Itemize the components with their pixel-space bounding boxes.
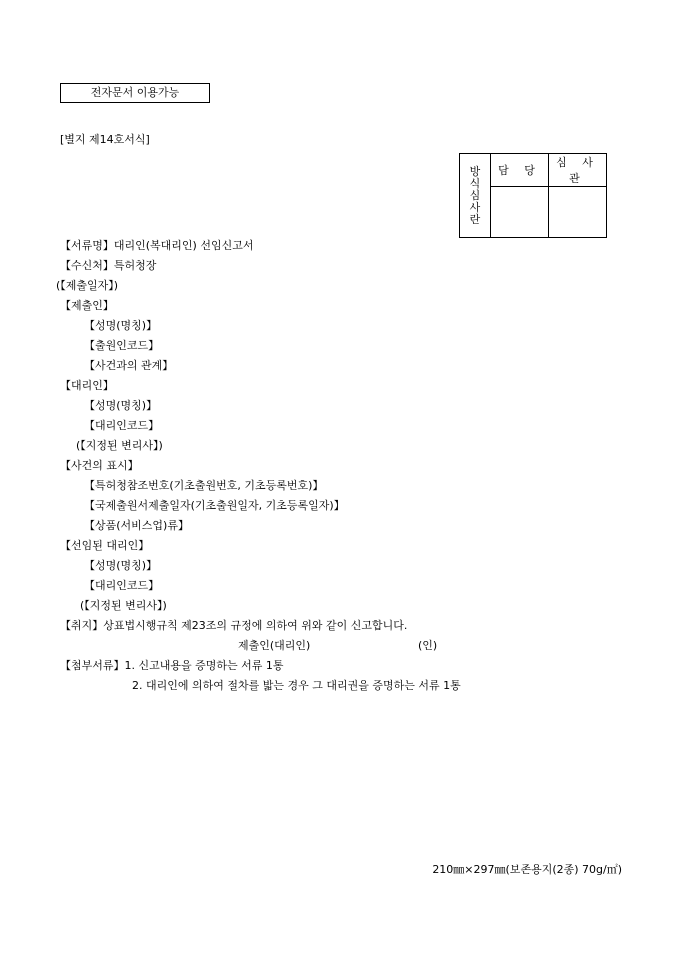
submitter-applicant-code: 【출원인코드】 bbox=[84, 339, 160, 352]
review-box-staff-cell bbox=[491, 187, 549, 238]
seal-mark: (인) bbox=[418, 639, 438, 652]
agent-name: 【성명(명칭)】 bbox=[84, 399, 158, 412]
purpose-line: 【취지】상표법시행규칙 제23조의 규정에 의하여 위와 같이 신고합니다. bbox=[60, 619, 408, 632]
submitter-signature-label: 제출인(대리인) bbox=[238, 639, 311, 652]
appointed-designated-attorney: (【지정된 변리사】) bbox=[80, 599, 167, 612]
case-reference-number: 【특허청참조번호(기초출원번호, 기초등록번호)】 bbox=[84, 479, 324, 492]
submitter-relation: 【사건과의 관계】 bbox=[84, 359, 174, 372]
form-number: [별지 제14호서식] bbox=[60, 133, 150, 146]
agent-code: 【대리인코드】 bbox=[84, 419, 160, 432]
appointed-agent-heading: 【선임된 대리인】 bbox=[60, 539, 150, 552]
attachments-line-1: 【첨부서류】1. 신고내용을 증명하는 서류 1통 bbox=[60, 659, 284, 672]
agent-designated-attorney: (【지정된 변리사】) bbox=[76, 439, 163, 452]
submission-date-line: (【제출일자】) bbox=[56, 279, 119, 292]
case-intl-filing-date: 【국제출원서제출일자(기초출원일자, 기초등록일자)】 bbox=[84, 499, 345, 512]
submitter-name: 【성명(명칭)】 bbox=[84, 319, 158, 332]
review-box-vertical-label: 방 식 심 사 란 bbox=[460, 154, 491, 238]
attachments-line-2: 2. 대리인에 의하여 절차를 밟는 경우 그 대리권을 증명하는 서류 1통 bbox=[132, 679, 461, 692]
agent-heading: 【대리인】 bbox=[60, 379, 114, 392]
recipient-line: 【수신처】특허청장 bbox=[60, 259, 157, 272]
case-goods-class: 【상품(서비스업)류】 bbox=[84, 519, 189, 532]
paper-spec-footer: 210㎜×297㎜(보존용지(2종) 70g/㎡) bbox=[432, 863, 622, 876]
appointed-agent-code: 【대리인코드】 bbox=[84, 579, 160, 592]
review-box-col-staff: 담 당 bbox=[491, 154, 549, 187]
submitter-heading: 【제출인】 bbox=[60, 299, 114, 312]
appointed-agent-name: 【성명(명칭)】 bbox=[84, 559, 158, 572]
review-box-examiner-cell bbox=[549, 187, 607, 238]
review-box bbox=[459, 153, 607, 238]
review-box-col-examiner: 심 사 관 bbox=[549, 154, 607, 187]
case-heading: 【사건의 표시】 bbox=[60, 459, 139, 472]
doc-name-line: 【서류명】대리인(복대리인) 선임신고서 bbox=[60, 239, 254, 252]
e-document-badge: 전자문서 이용가능 bbox=[60, 83, 210, 103]
